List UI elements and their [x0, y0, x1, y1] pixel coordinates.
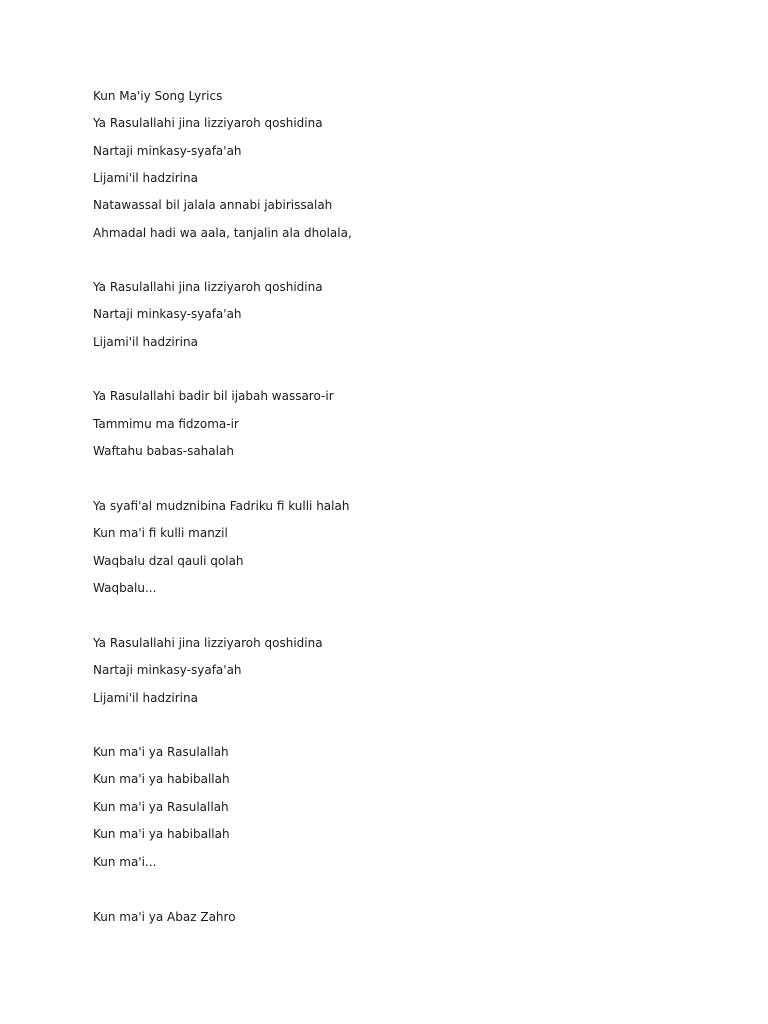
lyric-line: Tammimu ma fidzoma-ir	[93, 417, 239, 431]
lyric-line: Nartaji minkasy-syafa'ah	[93, 663, 242, 677]
lyric-line: Kun ma'i ya Rasulallah	[93, 800, 229, 814]
lyric-line: Nartaji minkasy-syafa'ah	[93, 144, 242, 158]
lyric-line: Ya Rasulallahi badir bil ijabah wassaro-ir	[93, 389, 334, 403]
lyric-line: Waqbalu...	[93, 581, 157, 595]
lyric-line: Ya Rasulallahi jina lizziyaroh qoshidina	[93, 116, 323, 130]
lyric-line: Kun ma'i ya Abaz Zahro	[93, 910, 236, 924]
lyric-line: Kun ma'i fi kulli manzil	[93, 526, 228, 540]
lyric-line: Lijami'il hadzirina	[93, 691, 198, 705]
lyric-line: Lijami'il hadzirina	[93, 335, 198, 349]
lyric-line: Ya syafi'al mudznibina Fadriku fi kulli halah	[93, 499, 350, 513]
lyric-line: Kun ma'i ya habiballah	[93, 827, 230, 841]
lyric-line: Kun ma'i ya Rasulallah	[93, 745, 229, 759]
lyric-line: Ya Rasulallahi jina lizziyaroh qoshidina	[93, 280, 323, 294]
lyric-line: Waqbalu dzal qauli qolah	[93, 554, 244, 568]
lyric-line: Ahmadal hadi wa aala, tanjalin ala dholala,	[93, 226, 352, 240]
document-title: Kun Ma'iy Song Lyrics	[93, 89, 223, 103]
lyric-line: Natawassal bil jalala annabi jabirissalah	[93, 198, 333, 212]
lyric-line: Ya Rasulallahi jina lizziyaroh qoshidina	[93, 636, 323, 650]
lyric-line: Kun ma'i ya habiballah	[93, 772, 230, 786]
lyric-line: Waftahu babas-sahalah	[93, 444, 234, 458]
lyric-line: Kun ma'i...	[93, 855, 157, 869]
lyric-line: Lijami'il hadzirina	[93, 171, 198, 185]
lyric-line: Nartaji minkasy-syafa'ah	[93, 307, 242, 321]
